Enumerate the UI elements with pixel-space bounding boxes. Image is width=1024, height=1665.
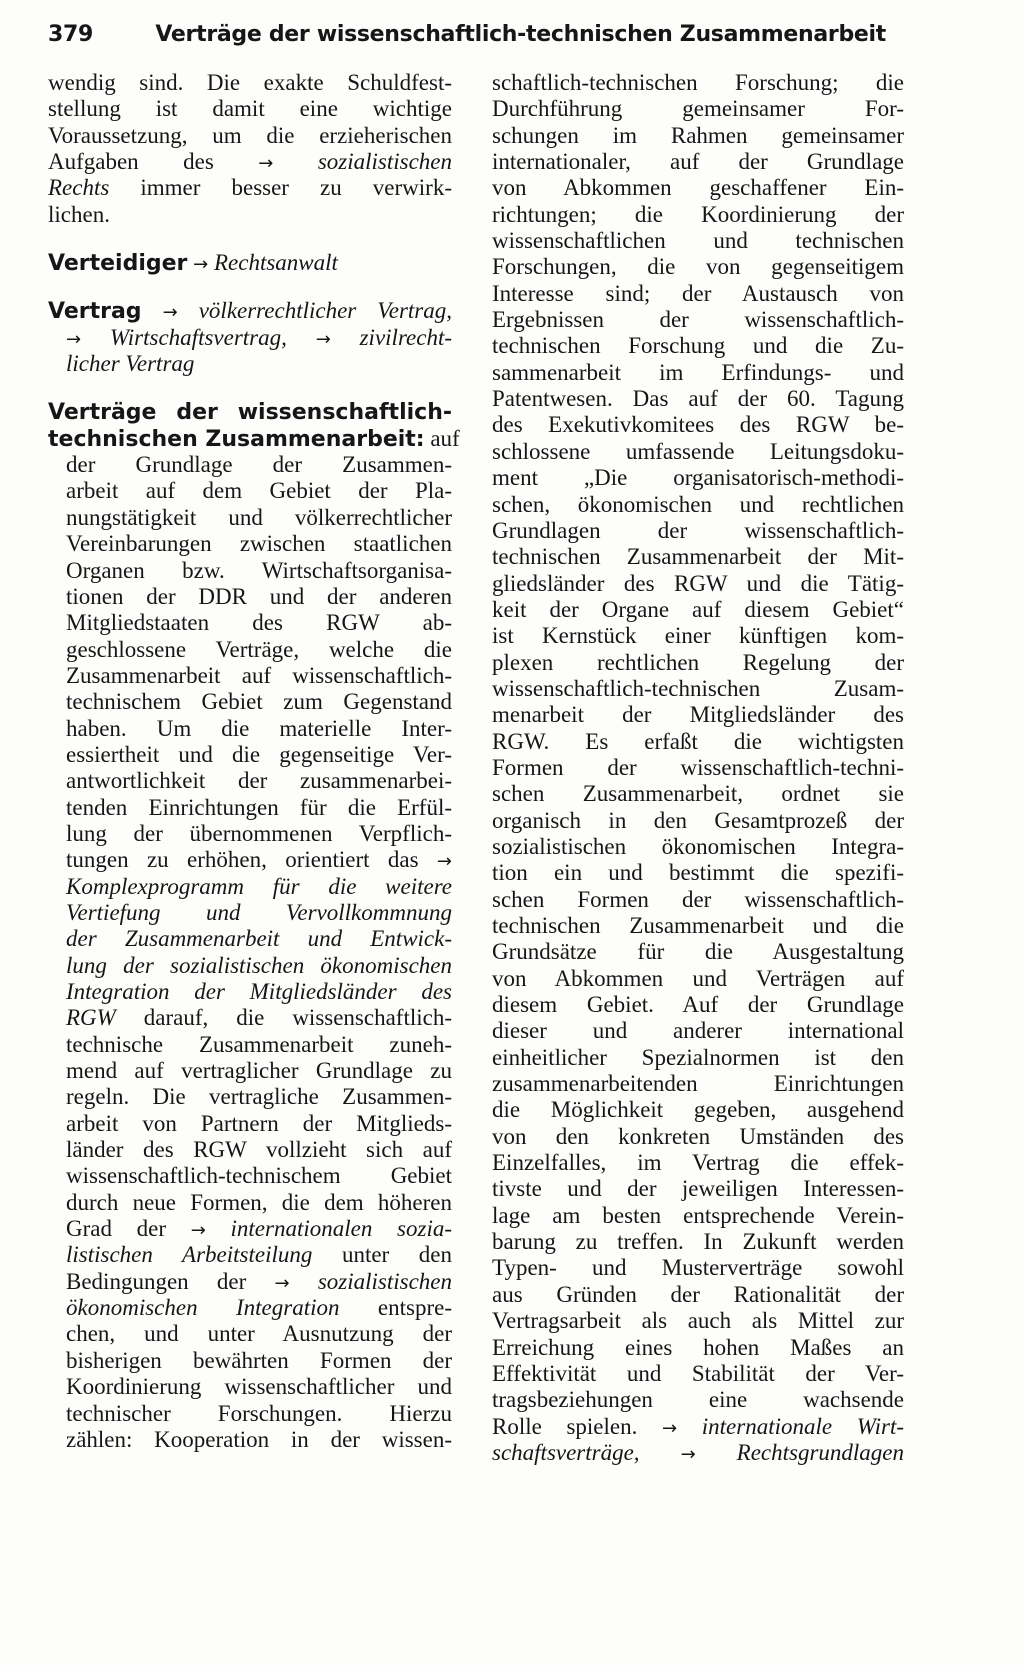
- text-line: Vereinbarungen zwischen staatlichen: [66, 531, 452, 557]
- text-line: tivste und der jeweiligen Interessen-: [492, 1176, 904, 1202]
- text-line: essiertheit und die gegenseitige Ver-: [66, 741, 452, 767]
- arrow-icon: →: [680, 1443, 696, 1465]
- text-line: wissenschaftlich-technischen Zusam-: [492, 675, 904, 701]
- text-line: Forschungen, die von gegenseitigem: [492, 254, 904, 280]
- text-line: tungen zu erhöhen, orientiert das →: [66, 847, 453, 873]
- text-line: Interesse sind; der Austausch von: [492, 280, 904, 306]
- arrow-icon: →: [662, 1417, 678, 1439]
- text-line: keit der Organe auf diesem Gebiet“: [492, 596, 904, 622]
- cross-reference: der Zusammenarbeit und Entwick-: [66, 926, 452, 952]
- text-line: diesem Gebiet. Auf der Grundlage: [492, 992, 904, 1018]
- text-line: lage am besten entsprechende Verein-: [492, 1202, 904, 1228]
- text-line: ist Kernstück einer künftigen kom-: [492, 623, 904, 649]
- text-line: schen Zusammenarbeit, ordnet sie: [492, 781, 904, 807]
- text-line: Erreichung eines hohen Maßes an: [492, 1334, 904, 1360]
- text-line: Grundsätze für die Ausgestaltung: [492, 939, 904, 965]
- text-line: von Abkommen geschaffener Ein-: [492, 175, 904, 201]
- text-line: RGW darauf, die wissenschaftlich-: [66, 1005, 452, 1031]
- text-line: von den konkreten Umständen des: [492, 1123, 904, 1149]
- text-line: durch neue Formen, die dem höheren: [66, 1189, 452, 1215]
- text-line: wendig sind. Die exakte Schuldfest-: [48, 70, 452, 95]
- cross-reference: ökonomischen Integration: [66, 1295, 340, 1321]
- entry-vertrag: [48, 298, 452, 324]
- text-line: regeln. Die vertragliche Zusammen-: [66, 1084, 452, 1110]
- arrow-icon: →: [274, 1272, 290, 1294]
- cross-reference: licher Vertrag: [66, 351, 195, 377]
- text-line: Vertragsarbeit als auch als Mittel zur: [492, 1308, 904, 1334]
- cross-reference: sozialistischen: [317, 149, 452, 175]
- text-line: tion ein und bestimmt die spezifi-: [492, 860, 904, 886]
- cross-reference: Vertiefung und Vervollkommnung: [66, 899, 452, 925]
- text-line: barung zu treffen. In Zukunft werden: [492, 1229, 904, 1255]
- text-line: listischen Arbeitsteilung unter den: [66, 1242, 452, 1268]
- left-column: [48, 70, 460, 1453]
- text-line: Typen- und Musterverträge sowohl: [492, 1255, 904, 1281]
- text-line: wissenschaftlichen und technischen: [492, 228, 904, 254]
- entry-headword: Vertrag: [48, 299, 142, 325]
- page-number: 379: [48, 22, 94, 47]
- text-line: Bedingungen der → sozialistischen: [66, 1268, 453, 1294]
- text-line: Rolle spielen. → internationale Wirt-: [492, 1413, 904, 1439]
- text-line: tragsbeziehungen eine wachsende: [492, 1387, 904, 1413]
- cross-reference: lung der sozialistischen ökonomischen: [66, 952, 452, 978]
- text-line: Mitgliedstaaten des RGW ab-: [66, 610, 452, 636]
- text-line: zählen: Kooperation in der wissen-: [66, 1426, 452, 1452]
- text-line: sammenarbeit im Erfindungs- und: [492, 359, 904, 385]
- text-line: Durchführung gemeinsamer For-: [492, 96, 904, 122]
- cross-reference: Rechts: [48, 175, 110, 201]
- text-line: ment „Die organisatorisch-methodi-: [492, 465, 904, 491]
- running-title: Verträge der wissenschaftlich-technischen Zusammenarbeit: [155, 22, 886, 47]
- cross-reference: Integration der Mitgliedsländer des: [66, 979, 452, 1004]
- text-line: Einzelfalles, im Vertrag die effek-: [492, 1150, 904, 1176]
- text-line: zusammenarbeitenden Einrichtungen: [492, 1071, 904, 1097]
- text-line: technischen Zusammenarbeit und die: [492, 913, 904, 938]
- text-line: schen, ökonomischen und rechtlichen: [492, 491, 904, 517]
- text-line: stellung ist damit eine wichtige: [48, 96, 452, 122]
- text-line: technischer Forschungen. Hierzu: [66, 1400, 452, 1426]
- text-line: Koordinierung wissenschaftlicher und: [66, 1374, 452, 1400]
- text-line: sozialistischen ökonomischen Integra-: [492, 833, 904, 859]
- text-line: richtungen; die Koordinierung der: [492, 201, 904, 227]
- arrow-icon: →: [66, 328, 82, 350]
- text-line: arbeit auf dem Gebiet der Pla-: [66, 478, 452, 504]
- text-line: Aufgaben des → sozialistischen: [48, 149, 452, 175]
- text-line: des Exekutivkomitees des RGW be-: [492, 412, 904, 438]
- text-line: internationaler, auf der Grundlage: [492, 149, 904, 175]
- text-line: technischen Zusammenarbeit der Mit-: [492, 544, 904, 570]
- text-line: technische Zusammenarbeit zuneh-: [66, 1031, 452, 1057]
- text-line: von Abkommen und Verträgen auf: [492, 965, 904, 991]
- cross-reference: Wirtschaftsvertrag,: [109, 324, 287, 350]
- cross-reference: zivilrecht-: [359, 324, 453, 350]
- text-line: wissenschaftlich-technischem Gebiet: [66, 1163, 452, 1189]
- arrow-icon: →: [258, 153, 274, 175]
- text-line: technischem Gebiet zum Gegenstand: [66, 689, 452, 715]
- text-line: menarbeit der Mitgliedsländer des: [492, 702, 904, 728]
- text-line: Formen der wissenschaftlich-techni-: [492, 754, 904, 780]
- text-line: schen Formen der wissenschaftlich-: [492, 886, 904, 912]
- text-line: chen, und unter Ausnutzung der: [66, 1321, 452, 1347]
- text-line: Grad der → internationalen sozia-: [66, 1216, 452, 1242]
- text-line: Effektivität und Stabilität der Ver-: [492, 1360, 904, 1386]
- text-line: plexen rechtlichen Regelung der: [492, 649, 904, 675]
- arrow-icon: →: [315, 328, 331, 350]
- text-line: gliedsländer des RGW und die Tätig-: [492, 570, 904, 596]
- text-line: schaftlich-technischen Forschung; die: [492, 70, 904, 95]
- text-line: tionen der DDR und der anderen: [66, 583, 452, 609]
- text-line: Ergebnissen der wissenschaftlich-: [492, 307, 904, 333]
- text-line: Organen bzw. Wirtschaftsorganisa-: [66, 557, 452, 583]
- cross-reference: Rechtsanwalt: [213, 250, 338, 276]
- text-line: [48, 351, 452, 377]
- text-line: Patentwesen. Das auf der 60. Tagung: [492, 386, 904, 412]
- text-line: geschlossene Verträge, welche die: [66, 636, 452, 662]
- cross-reference: schaftsverträge,: [492, 1439, 640, 1465]
- cross-reference: sozialistischen: [317, 1268, 453, 1294]
- text-line: Grundlagen der wissenschaftlich-: [492, 517, 904, 543]
- text-line: technischen Forschung und die Zu-: [492, 333, 904, 359]
- text-line: mend auf vertraglicher Grundlage zu: [66, 1058, 452, 1084]
- cross-reference: RGW: [66, 1005, 116, 1031]
- text-line: Voraussetzung, um die erzieherischen: [48, 122, 452, 148]
- arrow-icon: →: [162, 302, 178, 324]
- text-line: [48, 325, 452, 351]
- text-line: lichen.: [48, 201, 110, 227]
- page-header: [48, 22, 886, 52]
- entry-verteidiger: [48, 250, 452, 276]
- text-line: schungen im Rahmen gemeinsamer: [492, 122, 904, 148]
- text-line: RGW. Es erfaßt die wichtigsten: [492, 728, 904, 754]
- cross-reference: Rechtsgrundlagen: [736, 1439, 905, 1465]
- text-line: dieser und anderer international: [492, 1018, 904, 1044]
- cross-reference: völkerrechtlicher Vertrag,: [198, 298, 453, 324]
- entry-headword: Verteidiger: [48, 251, 188, 277]
- text-line: arbeit von Partnern der Mitglieds-: [66, 1110, 452, 1136]
- text-line: nungstätigkeit und völkerrechtlicher: [66, 504, 452, 530]
- arrow-icon: →: [436, 851, 453, 873]
- text-line: technischen Zusammenarbeit: auf: [48, 425, 460, 452]
- text-line: ökonomischen Integration entspre-: [66, 1295, 452, 1321]
- text-line: organisch in den Gesamtprozeß der: [492, 807, 904, 833]
- text-line: einheitlicher Spezialnormen ist den: [492, 1044, 904, 1070]
- text-line: tenden Einrichtungen für die Erfül-: [66, 794, 452, 820]
- text-line: die Möglichkeit gegeben, ausgehend: [492, 1097, 904, 1123]
- text-line: [492, 1440, 904, 1466]
- cross-reference: listischen Arbeitsteilung: [66, 1242, 313, 1268]
- arrow-icon: →: [190, 1220, 206, 1242]
- cross-reference: internationale Wirt-: [701, 1413, 904, 1439]
- entry-headword: technischen Zusammenarbeit:: [48, 426, 425, 452]
- text-line: bisherigen bewährten Formen der: [66, 1347, 452, 1373]
- text-line: Rechts immer besser zu verwirk-: [48, 175, 452, 201]
- text-line: haben. Um die materielle Inter-: [66, 715, 452, 741]
- text-line: aus Gründen der Rationalität der: [492, 1281, 904, 1307]
- text-line: der Grundlage der Zusammen-: [66, 452, 452, 478]
- cross-reference: Komplexprogramm für die weitere: [66, 873, 452, 899]
- text-line: antwortlichkeit der zusammenarbei-: [66, 768, 452, 794]
- text-line: lung der übernommenen Verpflich-: [66, 820, 452, 846]
- text-line: Zusammenarbeit auf wissenschaftlich-: [66, 662, 452, 688]
- cross-reference: internationalen sozia-: [230, 1216, 452, 1242]
- right-column: [492, 70, 904, 1466]
- arrow-icon: →: [193, 254, 209, 276]
- text-line: schlossene umfassende Leitungsdoku-: [492, 438, 904, 464]
- text-line: länder des RGW vollzieht sich auf: [66, 1137, 452, 1163]
- entry-headword: Verträge der wissenschaftlich-: [48, 400, 452, 426]
